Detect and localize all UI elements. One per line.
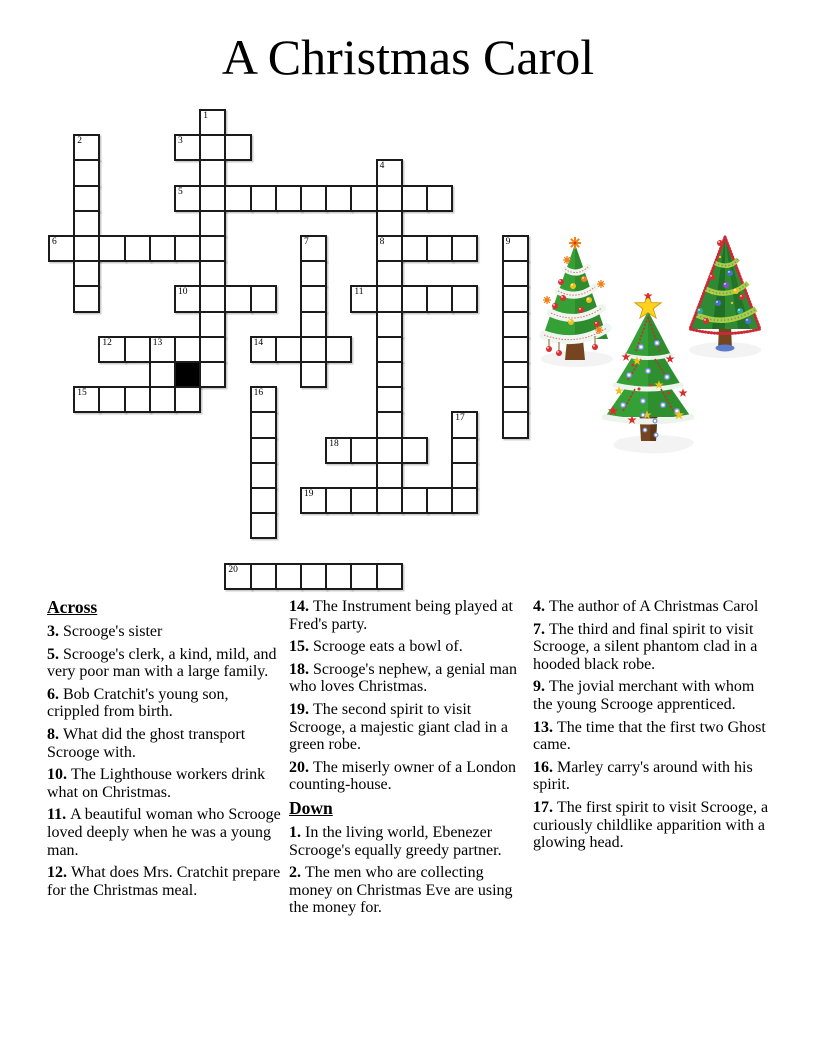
clue-number: 16. (533, 758, 557, 776)
clue-number: 3. (47, 623, 63, 640)
grid-cell[interactable] (401, 285, 428, 312)
cell-number: 13 (152, 337, 163, 348)
grid-cell[interactable] (502, 411, 529, 438)
clue-column-middle (289, 598, 531, 922)
christmas-tree-right (682, 233, 766, 361)
clue-number: 15. (289, 638, 313, 656)
cell-number: 3 (178, 136, 183, 147)
grid-cell[interactable] (376, 336, 403, 363)
grid-cell[interactable] (199, 285, 226, 312)
clue-15 (289, 638, 531, 656)
grid-cell[interactable] (376, 487, 403, 514)
grid-cell-black (174, 361, 201, 388)
clue-text: Marley carry's around with his spirit. (533, 758, 753, 794)
grid-cell[interactable] (199, 210, 226, 237)
grid-cell[interactable] (149, 235, 176, 262)
grid-cell[interactable] (275, 336, 302, 363)
grid-cell-8[interactable] (376, 235, 403, 262)
grid-cell[interactable] (300, 563, 327, 590)
clue-9 (533, 678, 771, 713)
clue-number: 17. (533, 798, 557, 816)
grid-cell[interactable] (502, 311, 529, 338)
grid-cell-15[interactable] (73, 386, 100, 413)
clue-19 (289, 701, 531, 754)
clue-10 (47, 766, 283, 801)
clue-number: 4. (533, 598, 549, 615)
grid-cell[interactable] (502, 336, 529, 363)
clue-20 (289, 759, 531, 794)
grid-cell[interactable] (451, 285, 478, 312)
grid-cell[interactable] (325, 563, 352, 590)
clue-13 (533, 719, 771, 754)
clue-number: 11. (47, 806, 71, 824)
cell-number: 4 (379, 161, 385, 172)
grid-cell-7[interactable] (300, 235, 327, 262)
clue-number: 14. (289, 598, 313, 615)
grid-cell[interactable] (426, 487, 453, 514)
grid-cell[interactable] (224, 134, 251, 161)
clue-17 (533, 799, 771, 852)
clue-text: Scrooge's nephew, a genial man who loves Christmas. (289, 660, 517, 696)
grid-cell-6[interactable] (48, 235, 75, 262)
grid-cell[interactable] (250, 563, 277, 590)
grid-cell[interactable] (300, 311, 327, 338)
grid-cell[interactable] (250, 411, 277, 438)
cell-number: 2 (77, 136, 82, 147)
grid-cell-11[interactable] (350, 285, 377, 312)
clue-text: The Lighthouse workers drink what on Christmas. (47, 766, 266, 801)
grid-cell[interactable] (73, 235, 100, 262)
grid-cell[interactable] (73, 159, 100, 186)
clue-text: The third and final spirit to visit Scrooge, a silent phantom clad in a hooded black robe. (533, 620, 758, 673)
clue-text: Scrooge's sister (63, 623, 163, 640)
grid-cell[interactable] (350, 487, 377, 514)
grid-cell[interactable] (199, 185, 226, 212)
clue-text: What does Mrs. Cratchit prepare for the Christmas meal. (47, 864, 281, 899)
grid-cell[interactable] (300, 260, 327, 287)
clue-text: The second spirit to visit Scrooge, a majestic giant clad in a green robe. (289, 700, 509, 754)
grid-cell[interactable] (325, 336, 352, 363)
down-header: Down (289, 797, 333, 818)
grid-cell[interactable] (300, 185, 327, 212)
grid-cell-16[interactable] (250, 386, 277, 413)
clue-text: The jovial merchant with whom the young Scrooge apprenticed. (533, 678, 755, 713)
grid-cell[interactable] (275, 563, 302, 590)
grid-cell[interactable] (300, 336, 327, 363)
grid-cell[interactable] (98, 386, 125, 413)
grid-cell[interactable] (199, 260, 226, 287)
grid-cell[interactable] (275, 185, 302, 212)
grid-cell[interactable] (124, 386, 151, 413)
cell-number: 6 (52, 237, 57, 247)
clue-text: What did the ghost transport Scrooge with. (47, 725, 246, 761)
grid-cell[interactable] (325, 487, 352, 514)
clue-1 (289, 824, 531, 859)
grid-cell[interactable] (199, 235, 226, 262)
grid-cell[interactable] (300, 361, 327, 388)
page-title: A Christmas Carol (221, 29, 595, 85)
clue-number: 2. (289, 864, 305, 882)
clue-text: The time that the first two Ghost came. (533, 718, 766, 754)
grid-cell[interactable] (250, 512, 277, 539)
grid-cell[interactable] (325, 185, 352, 212)
grid-cell[interactable] (250, 437, 277, 464)
grid-cell[interactable] (451, 437, 478, 464)
grid-cell[interactable] (250, 487, 277, 514)
grid-cell[interactable] (250, 185, 277, 212)
grid-cell-10[interactable] (174, 285, 201, 312)
cell-number: 15 (77, 388, 87, 399)
cell-number: 17 (455, 413, 465, 424)
grid-cell[interactable] (376, 411, 403, 438)
grid-cell[interactable] (199, 134, 226, 161)
grid-cell[interactable] (73, 285, 100, 312)
clue-8 (47, 726, 283, 761)
clue-text: Scrooge's clerk, a kind, mild, and very poor man with a large family. (47, 645, 277, 681)
clue-number: 8. (47, 725, 63, 743)
cell-number: 11 (354, 287, 364, 298)
grid-cell[interactable] (376, 285, 403, 312)
grid-cell[interactable] (73, 210, 100, 237)
grid-cell[interactable] (224, 185, 251, 212)
clue-number: 13. (533, 718, 557, 736)
clue-text: The author of A Christmas Carol (549, 598, 759, 615)
grid-cell[interactable] (199, 159, 226, 186)
grid-cell[interactable] (124, 336, 151, 363)
grid-cell[interactable] (149, 361, 176, 388)
grid-cell[interactable] (502, 260, 529, 287)
grid-cell[interactable] (98, 235, 125, 262)
grid-cell-3[interactable] (174, 134, 201, 161)
grid-cell[interactable] (174, 386, 201, 413)
grid-cell[interactable] (401, 185, 428, 212)
grid-cell[interactable] (451, 462, 478, 489)
grid-cell-4[interactable] (376, 159, 403, 186)
grid-cell-14[interactable] (250, 336, 277, 363)
grid-cell[interactable] (376, 260, 403, 287)
grid-cell[interactable] (376, 437, 403, 464)
grid-cell[interactable] (350, 563, 377, 590)
grid-cell[interactable] (73, 260, 100, 287)
cell-number: 5 (178, 186, 183, 197)
grid-cell[interactable] (451, 487, 478, 514)
grid-cell[interactable] (350, 437, 377, 464)
grid-cell-5[interactable] (174, 185, 201, 212)
grid-cell[interactable] (502, 285, 529, 312)
cell-number: 7 (304, 237, 309, 247)
grid-cell-20[interactable] (224, 563, 251, 590)
clue-number: 20. (289, 758, 313, 776)
grid-cell[interactable] (300, 285, 327, 312)
clue-text: The men who are collecting money on Christmas Eve are using the money for. (289, 864, 513, 917)
clue-number: 1. (289, 823, 305, 841)
clue-text: Scrooge eats a bowl of. (313, 638, 463, 656)
clue-11 (47, 806, 283, 859)
cell-number: 1 (203, 111, 208, 121)
clue-number: 19. (289, 700, 313, 718)
grid-cell[interactable] (376, 361, 403, 388)
clue-number: 7. (533, 620, 549, 638)
clue-18 (289, 661, 531, 696)
cell-number: 18 (329, 438, 339, 449)
clue-12 (47, 864, 283, 899)
clue-number: 18. (289, 660, 313, 678)
clue-number: 9. (533, 678, 549, 696)
grid-cell-18[interactable] (325, 437, 352, 464)
grid-cell[interactable] (73, 185, 100, 212)
clue-number: 6. (47, 685, 63, 703)
grid-cell[interactable] (174, 336, 201, 363)
cell-number: 14 (253, 337, 264, 348)
clue-number: 5. (47, 645, 63, 663)
grid-cell[interactable] (250, 285, 277, 312)
grid-cell[interactable] (376, 462, 403, 489)
grid-cell[interactable] (376, 563, 403, 590)
grid-cell[interactable] (124, 235, 151, 262)
grid-cell[interactable] (376, 311, 403, 338)
grid-cell[interactable] (426, 185, 453, 212)
grid-cell-1[interactable] (199, 109, 226, 136)
grid-cell-9[interactable] (502, 235, 529, 262)
clue-text: The first spirit to visit Scrooge, a curiously childlike apparition with a glowing head. (533, 798, 769, 852)
grid-cell[interactable] (376, 185, 403, 212)
grid-cell[interactable] (502, 361, 529, 388)
clue-2 (289, 864, 531, 917)
grid-cell[interactable] (174, 235, 201, 262)
clue-4 (533, 598, 771, 616)
clue-3 (47, 623, 283, 641)
clue-text: Bob Cratchit's young son, crippled from birth. (47, 685, 229, 721)
cell-number: 10 (178, 287, 188, 298)
grid-cell[interactable] (224, 285, 251, 312)
grid-cell[interactable] (426, 235, 453, 262)
grid-cell[interactable] (401, 235, 428, 262)
cell-number: 9 (505, 237, 511, 247)
grid-cell[interactable] (149, 386, 176, 413)
clue-number: 10. (47, 766, 71, 784)
clue-7 (533, 621, 771, 674)
cell-number: 19 (304, 489, 314, 499)
cell-number: 16 (253, 388, 264, 399)
grid-cell[interactable] (426, 285, 453, 312)
grid-cell-19[interactable] (300, 487, 327, 514)
across-header: Across (47, 597, 98, 617)
grid-cell[interactable] (199, 361, 226, 388)
grid-cell[interactable] (376, 386, 403, 413)
cell-number: 12 (102, 337, 112, 348)
grid-cell[interactable] (401, 487, 428, 514)
clue-text: The miserly owner of a London counting-house. (289, 758, 517, 794)
grid-cell[interactable] (250, 462, 277, 489)
clue-text: The Instrument being played at Fred's party. (289, 598, 513, 633)
grid-cell-2[interactable] (73, 134, 100, 161)
grid-cell[interactable] (376, 210, 403, 237)
grid-cell[interactable] (451, 235, 478, 262)
clue-14 (289, 598, 531, 633)
clue-text: A beautiful woman who Scrooge loved deeply when he was a young man. (47, 806, 281, 859)
cell-number: 8 (379, 237, 385, 247)
grid-cell-17[interactable] (451, 411, 478, 438)
grid-cell[interactable] (401, 437, 428, 464)
clue-column-down (533, 598, 771, 857)
clue-5 (47, 646, 283, 681)
cell-number: 20 (228, 564, 238, 575)
clue-number: 12. (47, 864, 71, 882)
grid-cell[interactable] (199, 311, 226, 338)
grid-cell-12[interactable] (98, 336, 125, 363)
grid-cell[interactable] (350, 185, 377, 212)
clue-6 (47, 686, 283, 721)
grid-cell[interactable] (199, 336, 226, 363)
grid-cell[interactable] (502, 386, 529, 413)
clue-text: In the living world, Ebenezer Scrooge's equally greedy partner. (289, 823, 502, 859)
clue-16 (533, 759, 771, 794)
grid-cell-13[interactable] (149, 336, 176, 363)
clue-column-across (47, 598, 283, 904)
